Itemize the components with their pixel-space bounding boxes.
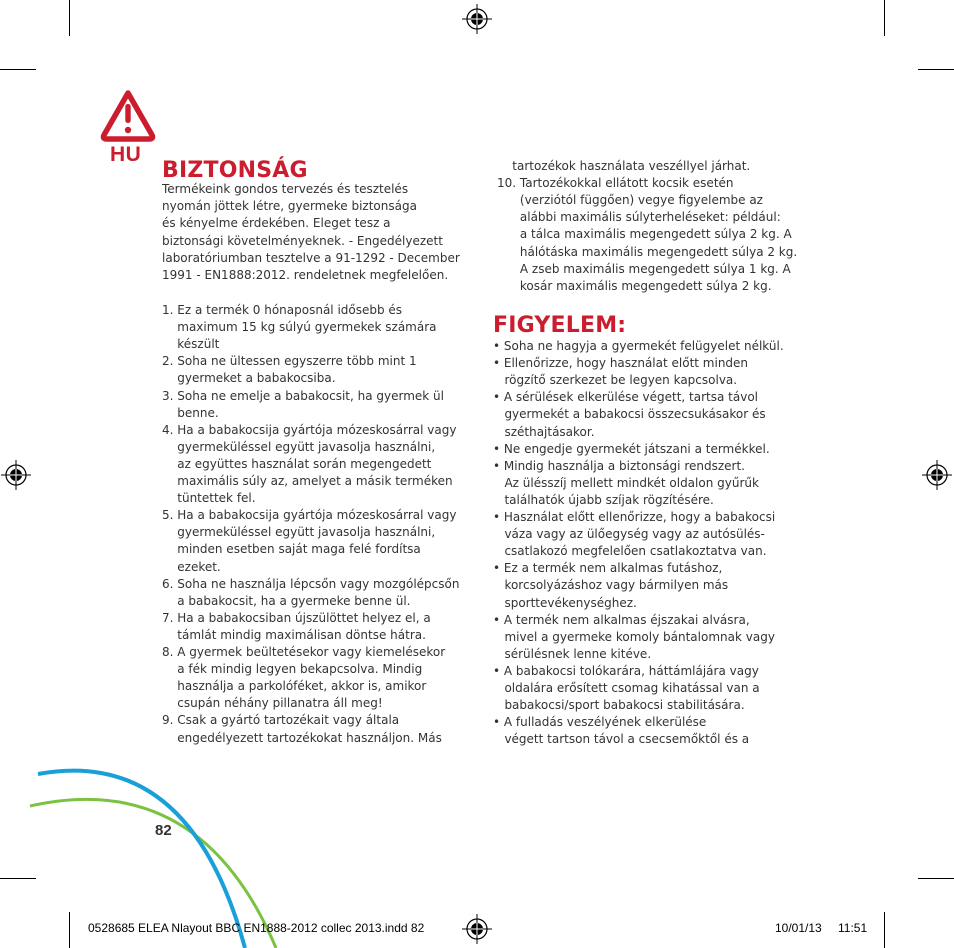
footer-file-name: 0528685 ELEA Nlayout BBC EN1888-2012 collec 2013.indd 82 [88,921,425,935]
list-line: benne. [162,405,219,420]
intro-line: és kényelme érdekében. Eleget tesz a [162,216,391,231]
bullet-line: gyermekét a babakocsi összecsukásakor és [493,407,766,422]
list-line: az együttes használat során megengedett [162,456,432,471]
bullet-line: végett tartson távol a csecsemőktől és a [493,732,750,747]
decorative-arcs [0,760,300,948]
bullet-line: sérülésnek lenne kitéve. [493,646,652,661]
list-line: 10. Tartozékokkal ellátott kocsik esetén [497,176,734,191]
intro-line: nyomán jöttek létre, gyermeke biztonsága [162,199,417,214]
language-code: HU [110,143,142,166]
list-line: tartozékok használata veszéllyel járhat. [497,159,751,173]
crop-mark [69,0,70,36]
list-line: gyermeküléssel együtt javasolja használni, [162,525,436,540]
list-line: alábbi maximális súlyterheléseket: például: [497,210,781,225]
crop-mark [918,69,954,70]
list-line: A zseb maximális megengedett súlya 1 kg. A [497,261,791,276]
registration-mark-icon [462,914,492,944]
list-line: maximum 15 kg súlyú gyermekek számára [162,320,437,335]
footer-date: 10/01/13 [775,921,822,935]
list-line: 8. A gyermek beültetésekor vagy kiemelésekor [162,645,446,659]
bullet-line: találhatók újabb szíjak rögzítésére. [493,492,714,507]
bullet-line: babakocsi/sport babakocsi stabilitására. [493,698,745,713]
page-number: 82 [155,822,172,839]
list-line: 1. Ez a termék 0 hónaposnál idősebb és [162,303,403,317]
list-line: csupán néhány pillanatra áll meg! [162,696,383,711]
intro-line: laboratóriumban tesztelve a 91-1292 - December [162,250,460,265]
list-line: tüntettek fel. [162,491,256,506]
list-line: gyermeküléssel együtt javasolja használni, [162,439,436,454]
list-line: kosár maximális megengedett súlya 2 kg. [497,278,772,293]
bullet-line: • Ellenőrizze, hogy használat előtt minden [493,356,749,371]
bullet-line: sporttevékenységhez. [493,595,637,610]
registration-mark-icon [922,460,952,490]
crop-mark [0,69,36,70]
list-line: 6. Soha ne használja lépcsőn vagy mozgólépcsőn [162,576,460,591]
bullet-line: • A babakocsi tolókarára, háttámlájára vagy [493,663,759,678]
crop-mark [884,0,885,36]
bullet-line: • Használat előtt ellenőrizze, hogy a babakocsi [493,510,776,524]
registration-mark-icon [1,460,31,490]
bullet-line: • Mindig használja a biztonsági rendszert. [493,458,745,473]
crop-mark [918,878,954,879]
bullet-line: • A fulladás veszélyének elkerülése [493,715,707,730]
bullet-line: váza vagy az ülőegység vagy az autósülés- [493,527,765,542]
bullet-line: • Ez a termék nem alkalmas futáshoz, [493,561,723,576]
footer-time: 11:51 [838,921,868,935]
list-line: maximális súly az, amelyet a másik terméken [162,474,453,488]
list-line: ezeket. [162,559,221,574]
list-line: 5. Ha a babakocsija gyártója mózeskosárral vagy [162,508,457,523]
list-line: a babakocsit, ha a gyermeke benne ül. [162,593,411,608]
bullet-line: korcsolyázáshoz vagy bármilyen más [493,578,729,593]
list-line: 4. Ha a babakocsija gyártója mózeskosárral vagy [162,422,457,437]
bullet-line: csatlakozó megfelelően csatlakoztatva van. [493,544,767,559]
bullet-line: széthajtásakor. [493,424,595,439]
registration-mark-icon [462,4,492,34]
list-line: 3. Soha ne emelje a babakocsit, ha gyermek ül [162,388,444,403]
list-line: 9. Csak a gyártó tartozékait vagy általa [162,713,400,728]
list-line: készült [162,337,220,352]
bullet-line: Az ülésszíj mellett mindkét oldalon gyűrűk [493,475,759,490]
list-line: (verziótól függően) vegye figyelembe az [497,193,763,208]
list-line: támlát mindig maximálisan döntse hátra. [162,627,426,642]
list-line: a fék mindig legyen bekapcsolva. Mindig [162,662,423,677]
bullet-line: mivel a gyermeke komoly bántalomnak vagy [493,629,775,644]
bullet-line: • Soha ne hagyja a gyermekét felügyelet nélkül. [493,339,784,353]
list-line: minden esetben saját maga felé fordítsa [162,542,421,557]
bullet-line: • A sérülések elkerülése végett, tartsa távol [493,390,759,405]
list-line: 2. Soha ne ültessen egyszerre több mint 1 [162,354,417,369]
crop-mark [884,912,885,948]
bullet-line: • A termék nem alkalmas éjszakai alvásra, [493,612,750,627]
intro-line: biztonsági követelményeknek. - Engedélyezett [162,233,443,248]
list-line: hálótáska maximális megengedett súlya 2 kg. [497,244,798,259]
list-line: használja a parkolóféket, akkor is, amikor [162,679,427,694]
intro-line: 1991 - EN1888:2012. rendeletnek megfelelően. [162,268,449,282]
page-title: BIZTONSÁG [162,158,308,183]
bullet-line: • Ne engedje gyermekét játszani a termékkel. [493,441,770,456]
list-line: engedélyezett tartozékokat használjon. Más [162,730,442,745]
intro-line: Termékeink gondos tervezés és tesztelés [162,182,409,196]
list-line: a tálca maximális megengedett súlya 2 kg. A [497,227,792,242]
bullet-line: oldalára erősített csomag kihatással van a [493,681,760,695]
list-line: gyermeket a babakocsiba. [162,371,336,386]
warning-title: FIGYELEM: [493,313,627,338]
warning-triangle-icon [99,88,157,142]
list-line: 7. Ha a babakocsiban újszülöttet helyez el, a [162,610,431,625]
bullet-line: rögzítő szerkezet be legyen kapcsolva. [493,373,738,388]
